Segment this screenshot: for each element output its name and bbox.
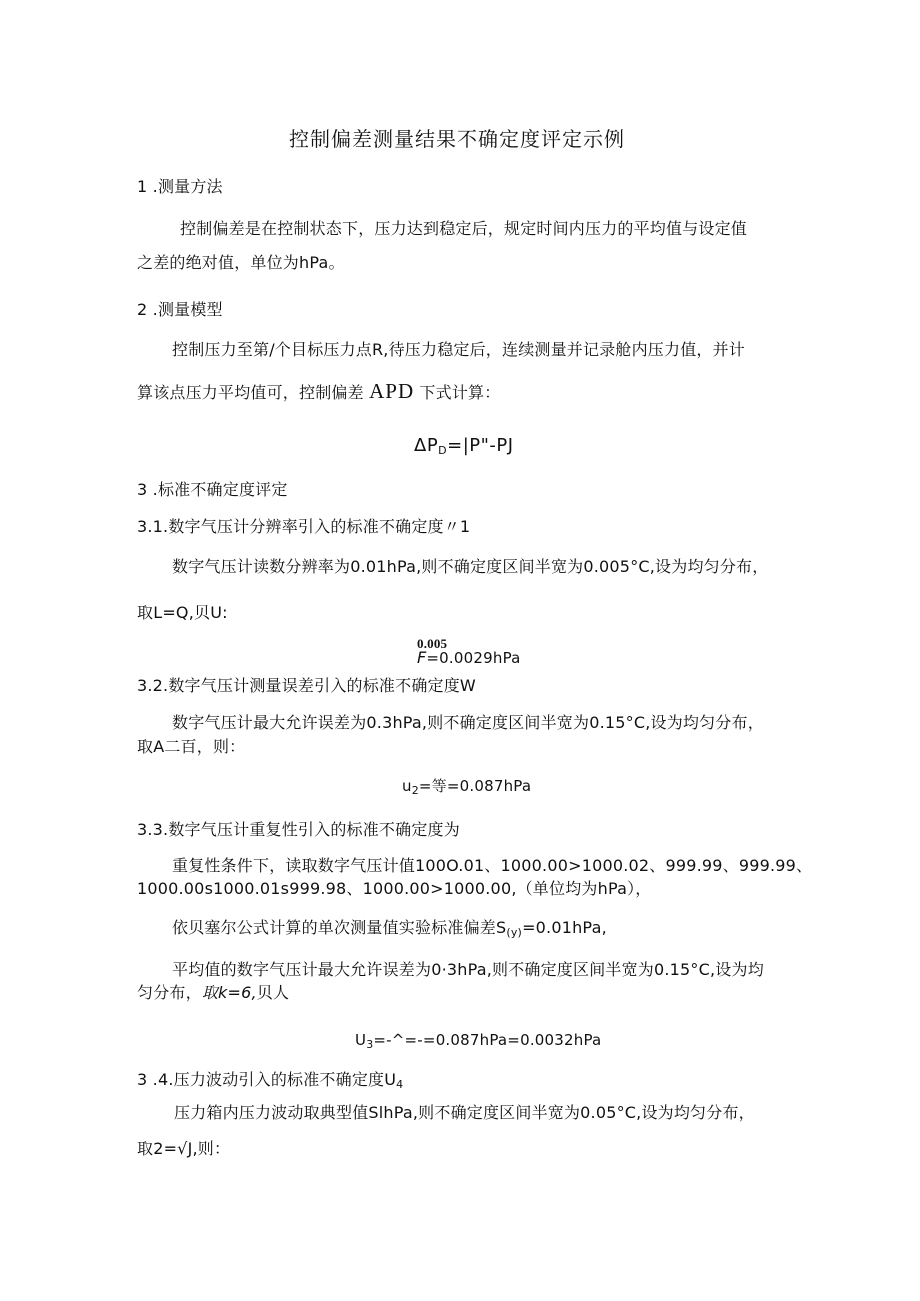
section-3-4-paragraph-line-2: 取2=√J,则：: [137, 1139, 231, 1158]
heading-text: 3 .4.压力波动引入的标准不确定度U: [137, 1070, 397, 1089]
paragraph-3-text-b: 取k=6,: [201, 983, 257, 1002]
section-2-line-2-text-a: 算该点压力平均值可，控制偏差: [137, 383, 364, 402]
section-1-heading: 1 .测量方法: [137, 177, 223, 196]
section-3-2-formula: [402, 776, 531, 796]
section-3-1-formula-numerator: 0.005: [417, 636, 448, 651]
paragraph-2-value: =0.01hPa,: [522, 918, 607, 937]
section-3-1-heading: 3.1.数字气压计分辨率引入的标准不确定度〃1: [137, 517, 471, 536]
formula-u: u: [402, 777, 412, 795]
paragraph-3-text-c: 贝人: [256, 983, 290, 1002]
section-3-1-paragraph-line-1: 数字气压计读数分辨率为0.01hPa,则不确定度区间半宽为0.005°C,设为均匀分布，: [172, 557, 769, 576]
section-3-3-paragraph-3-line-1: 平均值的数字气压计最大允许误差为0·3hPa,则不确定度区间半宽为0.15°C,设为均: [172, 960, 764, 979]
formula-delta-p: ΔP: [414, 435, 439, 456]
section-3-2-heading: 3.2.数字气压计测量误差引入的标准不确定度W: [137, 676, 476, 695]
section-3-4-paragraph-line-1: 压力箱内压力波动取典型值SlhPa,则不确定度区间半宽为0.05°C,设为均匀分布，: [174, 1103, 755, 1122]
section-3-2-paragraph-line-1: 数字气压计最大允许误差为0.3hPa,则不确定度区间半宽为0.15°C,设为均匀分布，: [172, 713, 764, 732]
formula-rhs: =|P"-PJ: [447, 435, 514, 456]
formula-subscript-2: 2: [411, 784, 419, 797]
section-1-paragraph-line-1: 控制偏差是在控制状态下，压力达到稳定后，规定时间内压力的平均值与设定值: [180, 219, 748, 238]
section-3-heading: 3 .标准不确定度评定: [137, 480, 288, 499]
section-2-paragraph-line-1: 控制压力至第/个目标压力点R,待压力稳定后，连续测量并记录舱内压力值，并计: [172, 340, 745, 359]
section-3-1-formula: [417, 648, 521, 668]
control-deviation-symbol: APD: [369, 379, 415, 403]
section-3-4-heading: [137, 1070, 403, 1090]
formula-rhs: =-^=-=0.087hPa=0.0032hPa: [373, 1031, 602, 1049]
document-title: 控制偏差测量结果不确定度评定示例: [289, 127, 625, 151]
subscript-y: (y): [506, 926, 523, 939]
section-3-1-paragraph-line-2: 取L=Q,贝U:: [137, 603, 228, 622]
section-3-3-paragraph-2: [172, 918, 607, 938]
formula-subscript-d: D: [438, 444, 448, 457]
formula-u: U: [355, 1031, 367, 1049]
section-1-paragraph-line-2: 之差的绝对值，单位为hPa。: [137, 253, 345, 272]
heading-subscript-4: 4: [396, 1078, 404, 1091]
section-3-3-formula: [355, 1030, 601, 1050]
section-3-3-paragraph-1-line-1: 重复性条件下，读取数字气压计值100O.01、1000.00>1000.02、999.99、999.99、: [172, 856, 813, 875]
formula-f-symbol: F: [417, 648, 427, 667]
section-2-heading: 2 .测量模型: [137, 300, 223, 319]
control-deviation-formula: [414, 436, 514, 456]
paragraph-3-text-a: 匀分布，: [137, 983, 202, 1002]
formula-subscript-3: 3: [366, 1038, 374, 1051]
formula-rhs: =等=0.087hPa: [418, 777, 532, 795]
section-3-3-paragraph-1-line-2: 1000.00s1000.01s999.98、1000.00>1000.00,（单位均为hPa），: [137, 879, 652, 898]
section-2-line-2-text-c: 下式计算：: [419, 383, 501, 402]
section-3-3-heading: 3.3.数字气压计重复性引入的标准不确定度为: [137, 820, 460, 839]
section-3-3-paragraph-3-line-2: [137, 983, 289, 1003]
formula-result: =0.0029hPa: [426, 649, 521, 667]
paragraph-2-text: 依贝塞尔公式计算的单次测量值实验标准偏差S: [172, 918, 507, 937]
section-2-paragraph-line-2: [137, 381, 500, 403]
section-3-2-paragraph-line-2: 取A二百，则：: [137, 737, 246, 756]
